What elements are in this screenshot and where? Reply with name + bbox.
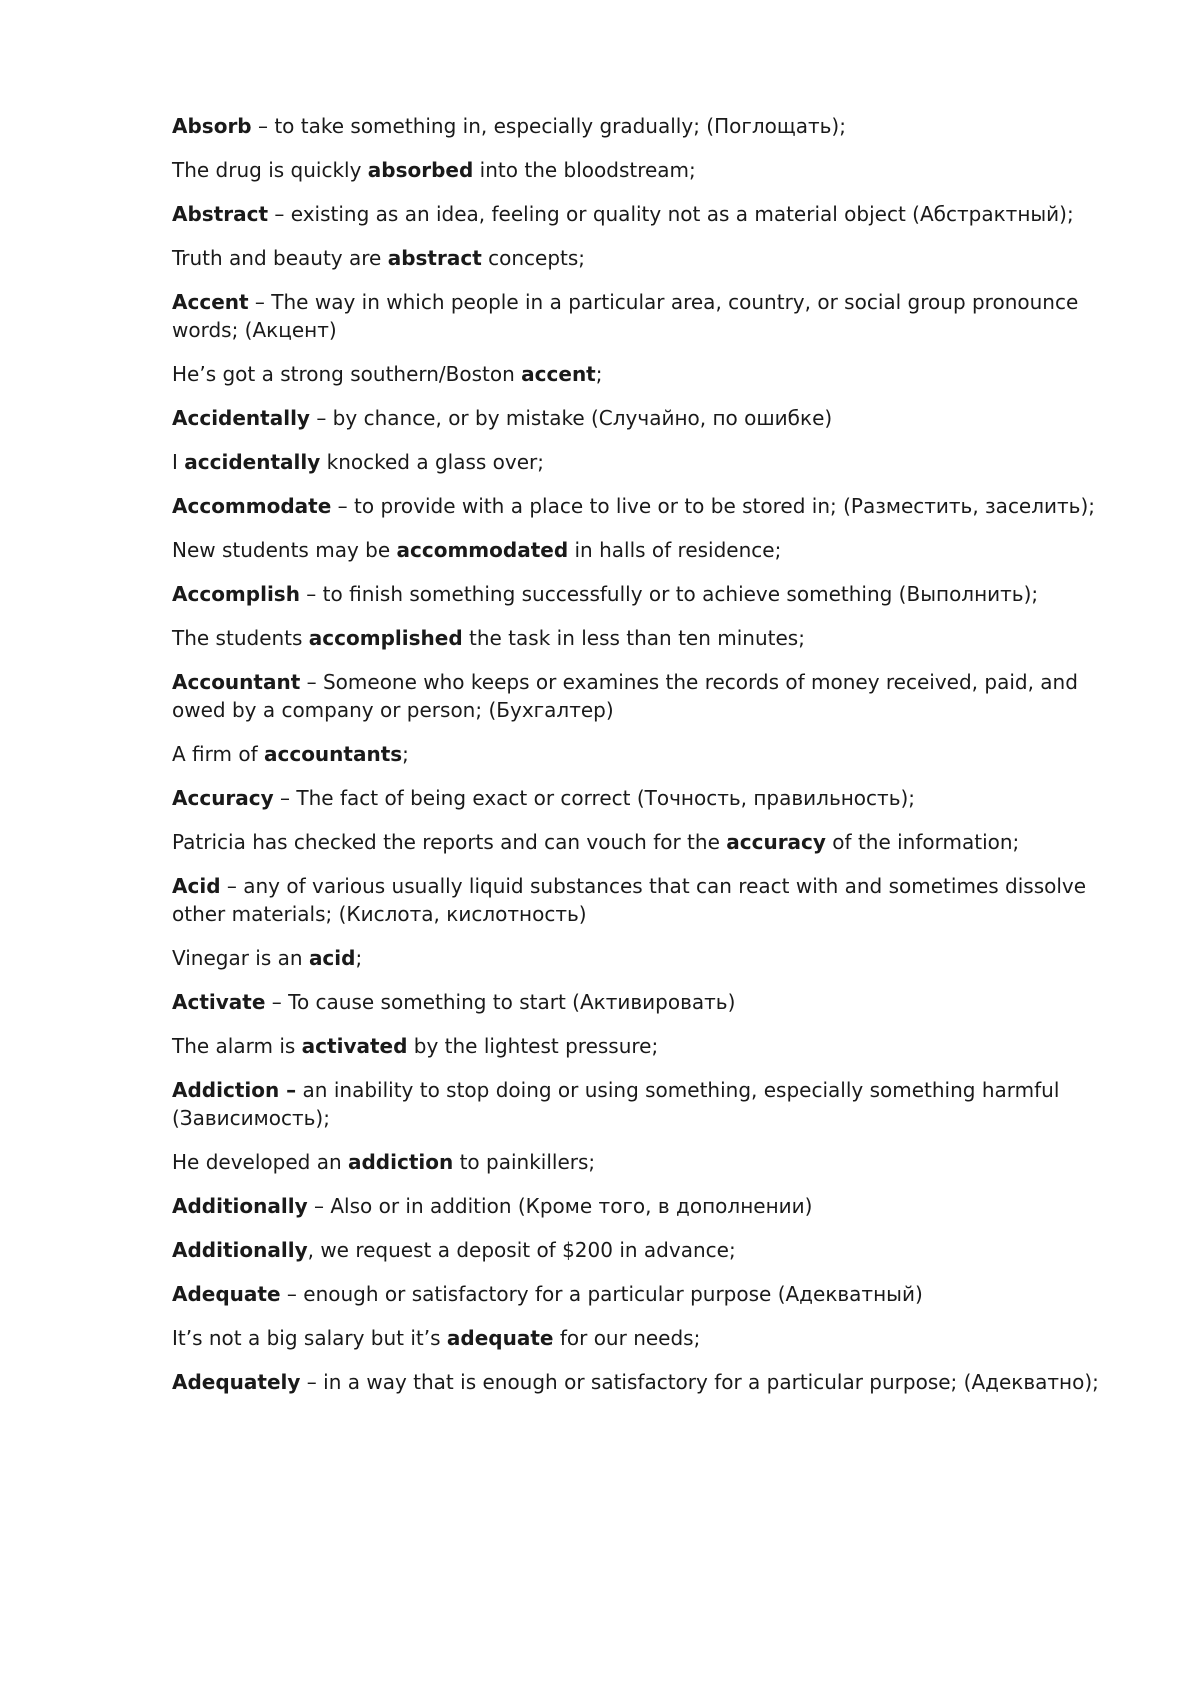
text-run: – To cause something to start (Активировать): [265, 990, 736, 1014]
text-run: ;: [402, 742, 409, 766]
text-run: – The way in which people in a particular area, country, or social group pronounce words; (Акцент): [172, 290, 1079, 342]
definition-paragraph: [172, 580, 1112, 608]
definition-paragraph: [172, 872, 1112, 928]
bold-term: Accidentally: [172, 406, 310, 430]
example-sentence: [172, 1148, 1112, 1176]
text-run: New students may be: [172, 538, 397, 562]
text-run: – by chance, or by mistake (Случайно, по ошибке): [309, 406, 833, 430]
text-run: He developed an: [172, 1150, 348, 1174]
text-run: ;: [595, 362, 603, 386]
example-sentence: [172, 624, 1112, 652]
definition-paragraph: [172, 1368, 1112, 1396]
text-run: A firm of: [172, 742, 264, 766]
bold-term: Adequately: [172, 1370, 301, 1394]
text-run: The drug is quickly: [172, 158, 368, 182]
bold-term: Addiction –: [172, 1078, 297, 1102]
text-run: for our needs;: [553, 1326, 701, 1350]
bold-term: Absorb: [172, 114, 252, 138]
text-run: by the lightest pressure;: [407, 1034, 659, 1058]
example-sentence: [172, 1032, 1112, 1060]
text-run: He’s got a strong southern/Boston: [172, 362, 522, 386]
definition-paragraph: [172, 1076, 1112, 1132]
text-run: to painkillers;: [453, 1150, 596, 1174]
definition-paragraph: [172, 112, 1112, 140]
definition-paragraph: [172, 492, 1112, 520]
bold-term: Additionally: [172, 1238, 308, 1262]
text-run: – in a way that is enough or satisfactory for a particular purpose; (Адекватно);: [300, 1370, 1099, 1394]
text-run: in halls of residence;: [568, 538, 782, 562]
example-sentence: [172, 828, 1112, 856]
example-sentence: [172, 740, 1112, 768]
text-run: into the bloodstream;: [473, 158, 696, 182]
bold-term: Accountant: [172, 670, 301, 694]
bold-term: abstract: [387, 246, 482, 270]
text-run: Truth and beauty are: [172, 246, 388, 270]
text-run: knocked a glass over;: [320, 450, 544, 474]
text-run: – enough or satisfactory for a particular purpose (Адекватный): [280, 1282, 923, 1306]
bold-term: Accent: [172, 290, 249, 314]
text-run: – Someone who keeps or examines the records of money received, paid, and owed by a company or person; (Бухгалтер): [172, 670, 1078, 722]
bold-term: Adequate: [172, 1282, 281, 1306]
bold-term: accomplished: [308, 626, 463, 650]
text-run: of the information;: [825, 830, 1020, 854]
example-sentence: [172, 244, 1112, 272]
example-sentence: [172, 944, 1112, 972]
text-run: It’s not a big salary but it’s: [172, 1326, 447, 1350]
text-run: – to provide with a place to live or to be stored in; (Разместить, заселить);: [331, 494, 1095, 518]
bold-term: Acid: [172, 874, 221, 898]
bold-term: adequate: [446, 1326, 554, 1350]
definition-paragraph: [172, 288, 1112, 344]
definition-paragraph: [172, 1280, 1112, 1308]
definition-paragraph: [172, 404, 1112, 432]
text-run: an inability to stop doing or using something, especially something harmful (Зависимость);: [172, 1078, 1060, 1130]
bold-term: absorbed: [367, 158, 474, 182]
definition-paragraph: [172, 784, 1112, 812]
bold-term: Additionally: [172, 1194, 308, 1218]
bold-term: Accomplish: [172, 582, 300, 606]
text-run: I: [172, 450, 185, 474]
example-sentence: [172, 1324, 1112, 1352]
bold-term: accuracy: [726, 830, 826, 854]
bold-term: accommodated: [396, 538, 569, 562]
text-run: , we request a deposit of $200 in advance;: [307, 1238, 736, 1262]
text-run: – existing as an idea, feeling or quality not as a material object (Абстрактный);: [268, 202, 1074, 226]
text-run: the task in less than ten minutes;: [462, 626, 805, 650]
text-run: ;: [355, 946, 363, 970]
definition-paragraph: [172, 668, 1112, 724]
bold-term: accent: [521, 362, 596, 386]
bold-term: addiction: [347, 1150, 454, 1174]
text-run: concepts;: [481, 246, 586, 270]
bold-term: Activate: [172, 990, 266, 1014]
bold-term: accountants: [263, 742, 403, 766]
example-sentence: [172, 448, 1112, 476]
example-sentence: [172, 156, 1112, 184]
example-sentence: [172, 536, 1112, 564]
text-run: – any of various usually liquid substances that can react with and sometimes dissolve other materials; (Кислота, кислотность): [172, 874, 1087, 926]
bold-term: accidentally: [184, 450, 321, 474]
text-run: – to take something in, especially gradually; (Поглощать);: [251, 114, 846, 138]
example-sentence: [172, 1236, 1112, 1264]
text-run: – Also or in addition (Кроме того, в дополнении): [307, 1194, 813, 1218]
text-run: The alarm is: [172, 1034, 302, 1058]
bold-term: acid: [308, 946, 356, 970]
bold-term: activated: [301, 1034, 408, 1058]
bold-term: Abstract: [172, 202, 269, 226]
definition-paragraph: [172, 200, 1112, 228]
example-sentence: [172, 360, 1112, 388]
bold-term: Accommodate: [172, 494, 332, 518]
text-run: The students: [172, 626, 309, 650]
text-run: – to finish something successfully or to achieve something (Выполнить);: [299, 582, 1039, 606]
text-run: – The fact of being exact or correct (Точность, правильность);: [273, 786, 916, 810]
document-page: [172, 112, 1112, 1412]
text-run: Patricia has checked the reports and can vouch for the: [172, 830, 727, 854]
definition-paragraph: [172, 988, 1112, 1016]
definition-paragraph: [172, 1192, 1112, 1220]
text-run: Vinegar is an: [172, 946, 309, 970]
bold-term: Accuracy: [172, 786, 274, 810]
